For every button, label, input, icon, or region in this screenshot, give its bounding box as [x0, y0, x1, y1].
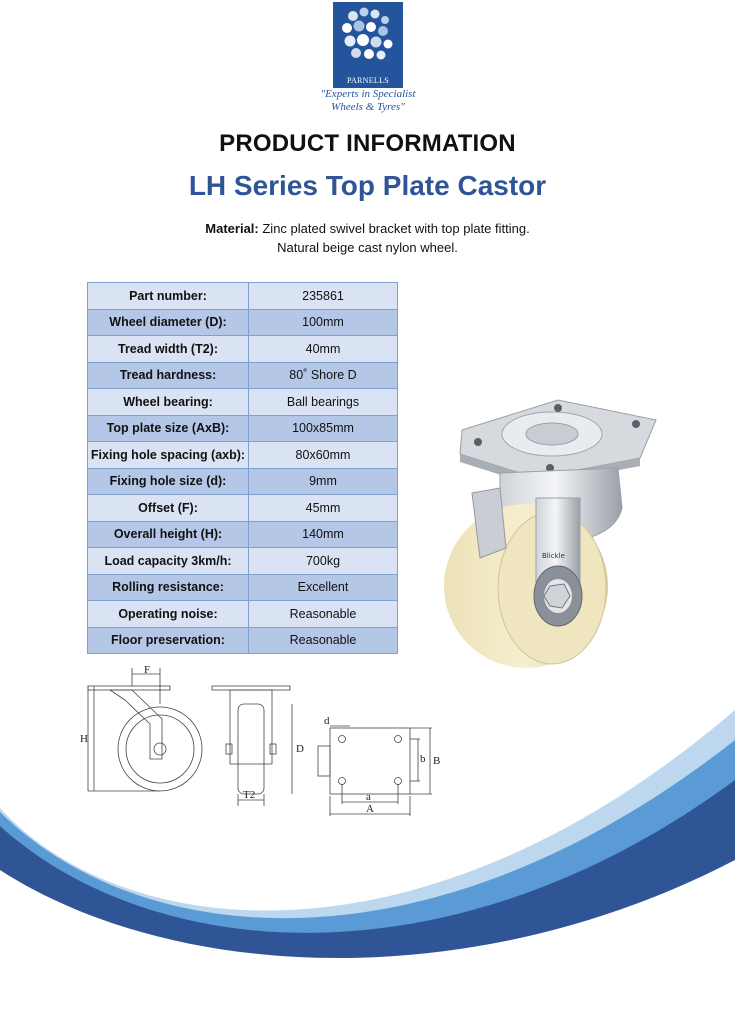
spec-row [88, 336, 398, 363]
spec-row [88, 362, 398, 389]
spec-row [88, 574, 398, 601]
spec-value: 100mm [249, 309, 398, 336]
material-text-2: Natural beige cast nylon wheel. [277, 240, 458, 255]
spec-row [88, 415, 398, 442]
dim-label-T2: T2 [243, 789, 256, 801]
spec-label: Overall height (H): [88, 521, 249, 548]
spec-row [88, 627, 398, 654]
spec-row [88, 389, 398, 416]
spec-label: Wheel bearing: [88, 389, 249, 416]
spec-label: Load capacity 3km/h: [88, 548, 249, 575]
parnells-logo [333, 2, 403, 88]
spec-label: Operating noise: [88, 601, 249, 628]
spec-row [88, 309, 398, 336]
spec-label: Rolling resistance: [88, 574, 249, 601]
spec-value: 80x60mm [249, 442, 398, 469]
spec-label: Tread width (T2): [88, 336, 249, 363]
dim-label-D: D [296, 743, 304, 755]
spec-row [88, 283, 398, 310]
specification-table [87, 282, 398, 654]
spec-label: Offset (F): [88, 495, 249, 522]
logo-brand-name: PARNELLS [346, 76, 390, 85]
spec-label: Floor preservation: [88, 627, 249, 654]
material-text-1: Zinc plated swivel bracket with top plate fitting. [258, 221, 530, 236]
tagline-line-1: "Experts in Specialist [320, 88, 416, 100]
dim-label-H: H [80, 733, 88, 745]
dim-label-B: B [433, 755, 440, 767]
product-title: LH Series Top Plate Castor [188, 170, 547, 201]
page-title: PRODUCT INFORMATION [219, 130, 516, 157]
spec-row [88, 548, 398, 575]
tagline-line-2: Wheels & Tyres" [331, 101, 405, 113]
spec-label: Fixing hole spacing (axb): [88, 442, 249, 469]
spec-label: Wheel diameter (D): [88, 309, 249, 336]
spec-value: 45mm [249, 495, 398, 522]
spec-value: Ball bearings [249, 389, 398, 416]
spec-label: Part number: [88, 283, 249, 310]
spec-value: 700kg [249, 548, 398, 575]
dim-label-d: d [324, 715, 330, 727]
spec-label: Top plate size (AxB): [88, 415, 249, 442]
spec-value: 100x85mm [249, 415, 398, 442]
dim-label-b: b [420, 753, 426, 765]
logo-tagline [300, 88, 436, 114]
dim-label-F: F [144, 664, 151, 676]
spec-row [88, 601, 398, 628]
spec-row [88, 442, 398, 469]
wheel-brand-marking: Blickle [542, 552, 565, 560]
material-line-1 [170, 219, 565, 238]
spec-value: 140mm [249, 521, 398, 548]
spec-value: 80˚ Shore D [249, 362, 398, 389]
spec-value: 40mm [249, 336, 398, 363]
spec-value: Reasonable [249, 627, 398, 654]
spec-value: Excellent [249, 574, 398, 601]
spec-label: Tread hardness: [88, 362, 249, 389]
spec-label: Fixing hole size (d): [88, 468, 249, 495]
decorative-wave [0, 700, 735, 1024]
material-label: Material: [205, 221, 259, 236]
material-description [170, 219, 565, 257]
spec-row [88, 468, 398, 495]
castor-product-photo [440, 398, 662, 670]
spec-value: Reasonable [249, 601, 398, 628]
spec-value: 9mm [249, 468, 398, 495]
spec-row [88, 495, 398, 522]
spec-value: 235861 [249, 283, 398, 310]
spec-row [88, 521, 398, 548]
dim-label-A: A [366, 803, 374, 815]
dim-label-a: a [366, 791, 371, 803]
circles-emblem-icon [333, 2, 403, 72]
